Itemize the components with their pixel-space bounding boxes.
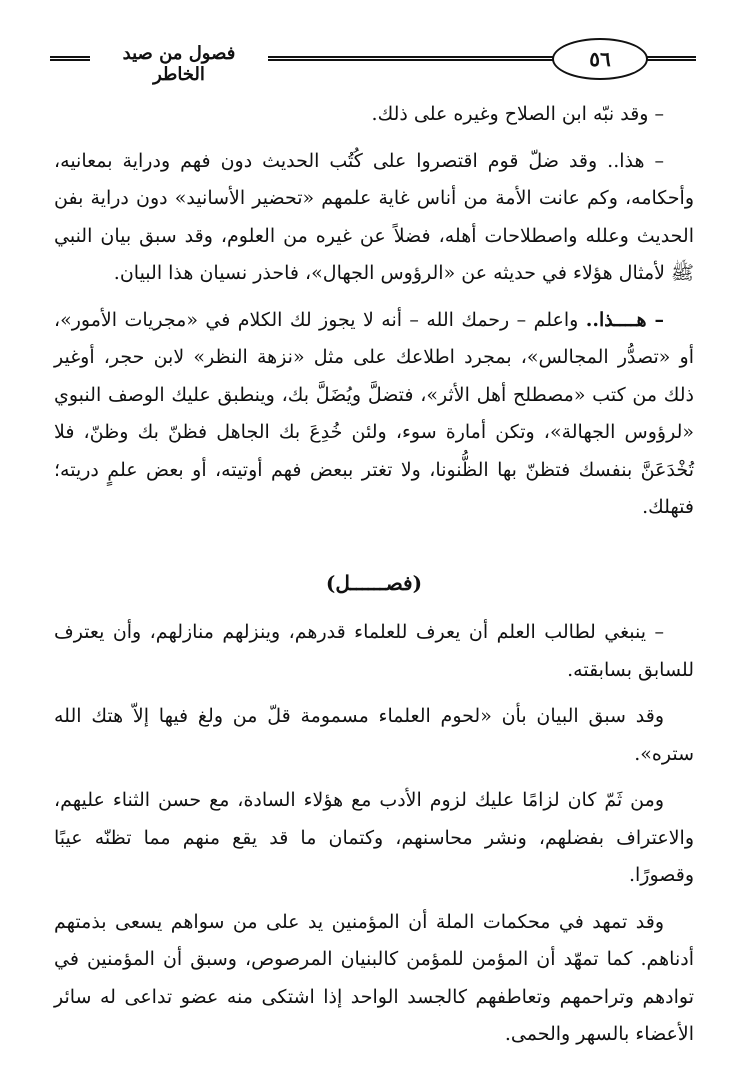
paragraph: وقد تمهد في محكمات الملة أن المؤمنين يد على من سواهم يسعى بذمتهم أدناهم. كما تمهّد أن المؤمن للمؤمن كالبنيان المرصوص، وسبق أن المؤمنين في توادهم وتراحمهم وتعاطفهم كالجسد الواحد إذا اشتكى منه عضو تداعى له سائر الأعضاء بالسهر والحمى.: [54, 910, 694, 1045]
section-heading: (فصــــــل): [325, 570, 423, 595]
header-rule-middle: [268, 56, 554, 61]
header-rule-left: [50, 56, 90, 61]
header-rule-right: [646, 56, 696, 61]
paragraph: ومن ثَمّ كان لزامًا عليك لزوم الأدب مع هؤلاء السادة، مع حسن الثناء عليهم، والاعتراف بفضلهم، ونشر محاسنهم، وكتمان ما قد يقع منهم مما تظنّه عيبًا وقصورًا.: [54, 789, 694, 886]
paragraph-text: واعلم – رحمك الله – أنه لا يجوز لك الكلام في «مجريات الأمور»، أو «تصدُّر المجالس»، بمجرد اطلاعك على مثل «نزهة النظر» لابن حجر، أوغير ذلك من كتب «مصطلح أهل الأثر»، فتضلَّ ويُضَلَّ بك، وينطبق عليك الوصف النبوي «لرؤوس الجهالة»، وتكن أمارة سوء، ولئن خُدِعَ بك الجاهل فظنّ بك وظنّ، فلا تُخْدَعَنَّ بنفسك فتظنّ بها الظُّنونا، ولا تغتر ببعض فهم أوتيته، أو بعض علمٍ دريته؛ فتهلك.: [54, 308, 694, 518]
paragraph: – هذا.. وقد ضلّ قوم اقتصروا على كُتُب الحديث دون فهم ودراية بمعانيه، وأحكامه، وكم عانت الأمة من أناس غاية علمهم «تحضير الأسانيد» دون دراية بفن الحديث وعلله واصطلاحات أهله، فضلاً عن غيره من العلوم، وقد سبق بيان النبي ﷺ لأمثال هؤلاء في حديثه عن «الرؤوس الجهال»، فاحذر نسيان هذا البيان.: [54, 149, 694, 284]
running-header: [36, 34, 696, 84]
running-title: فصول من صيد الخاطر: [122, 43, 236, 85]
paragraph-lead: – هــــذا..: [585, 308, 664, 331]
paragraph: – ينبغي لطالب العلم أن يعرف للعلماء قدرهم، وينزلهم منازلهم، وأن يعترف للسابق بسابقته.: [54, 621, 694, 681]
paragraph: [54, 302, 694, 527]
paragraph: – وقد نبّه ابن الصلاح وغيره على ذلك.: [371, 103, 664, 125]
paragraph: وقد سبق البيان بأن «لحوم العلماء مسمومة قلّ من ولغ فيها إلاّ هتك الله ستره».: [54, 705, 694, 765]
page-body: [54, 96, 694, 1054]
page-number: ٥٦: [552, 38, 648, 80]
